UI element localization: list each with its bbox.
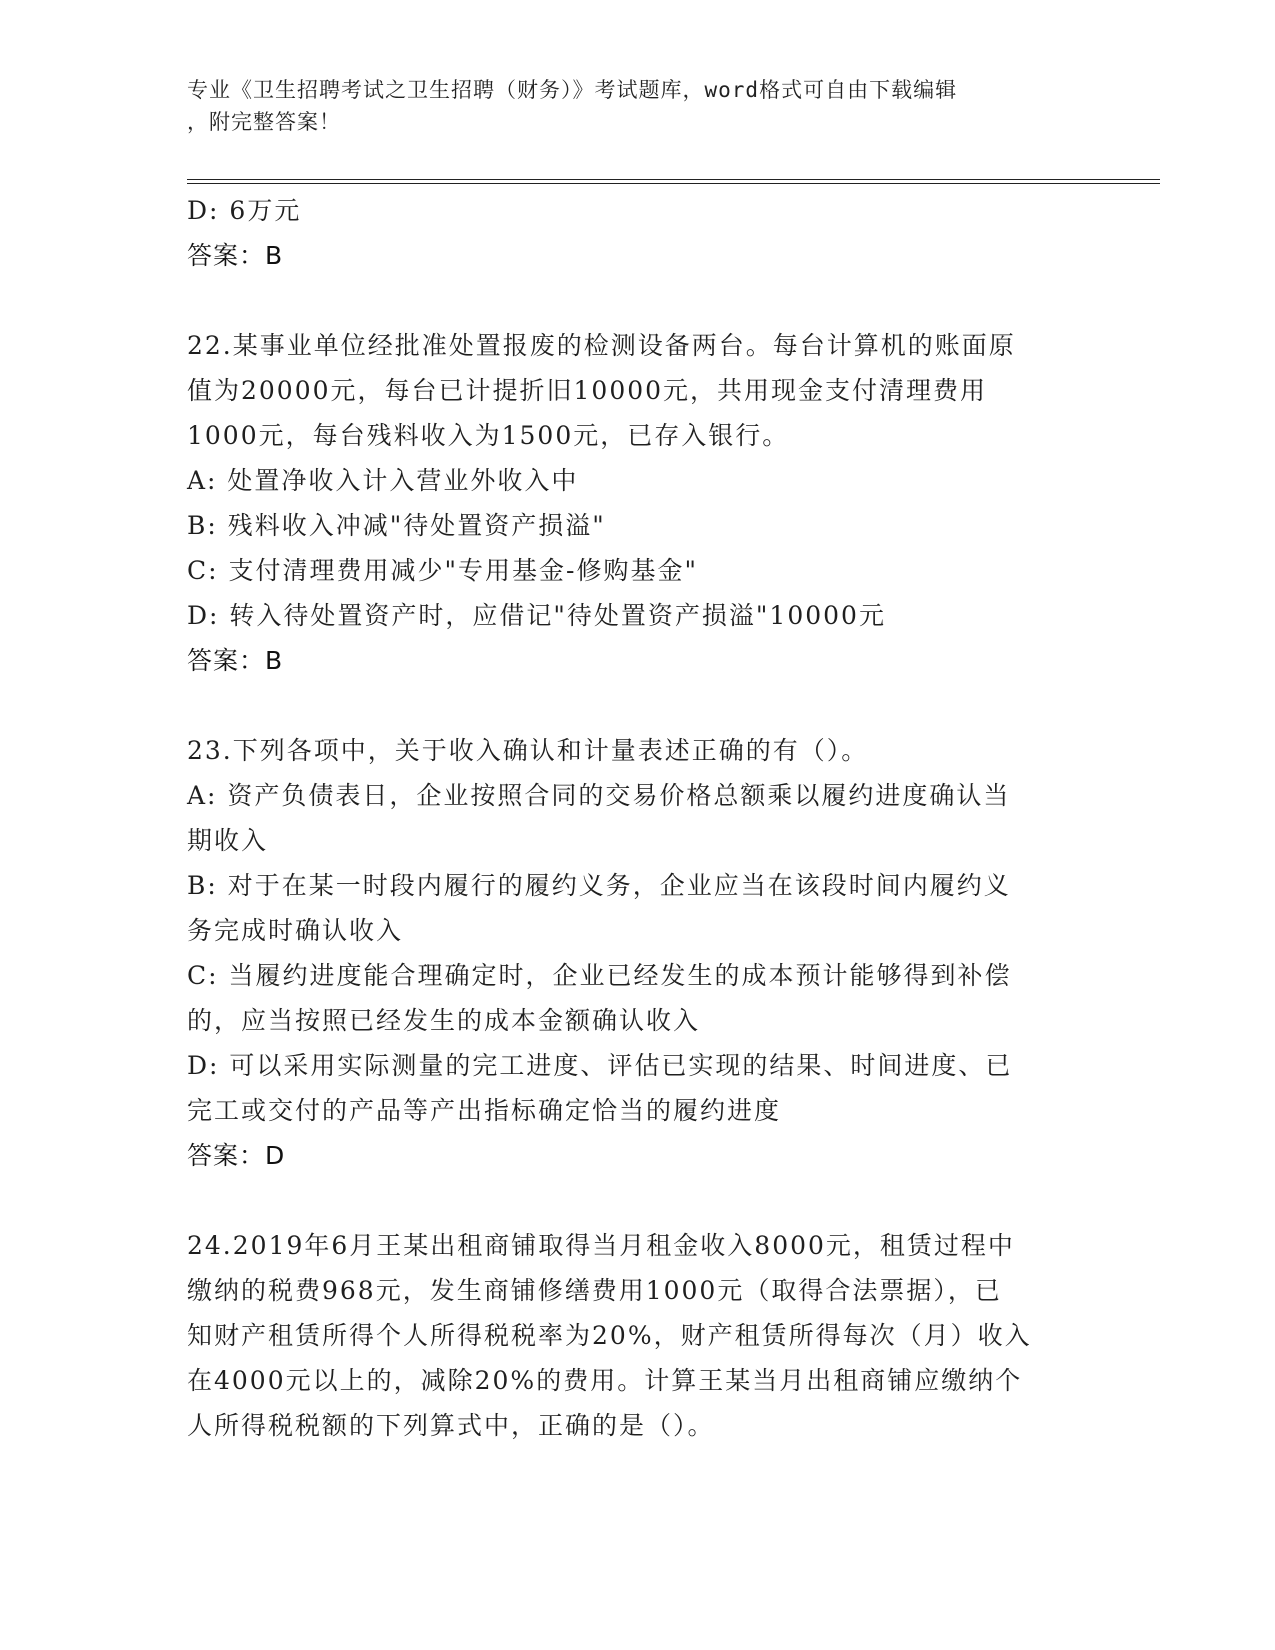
question-stem-line: 缴纳的税费968元，发生商铺修缮费用1000元（取得合法票据），已 [187,1276,1002,1305]
option-d: D: 转入待处置资产时，应借记"待处置资产损溢"10000元 [187,601,886,630]
question-24 [187,1223,1087,1448]
header-line-2: ，附完整答案！ [187,110,341,134]
option-d: D: 6万元 [187,196,302,225]
option-c-continued: 的，应当按照已经发生的成本金额确认收入 [187,1006,701,1035]
option-d: D: 可以采用实际测量的完工进度、评估已实现的结果、时间进度、已 [187,1051,1013,1080]
question-stem-line: 值为20000元，每台已计提折旧10000元，共用现金支付清理费用 [187,376,988,405]
option-b: B: 残料收入冲减"待处置资产损溢" [187,511,606,540]
question-stem-line: 1000元，每台残料收入为1500元，已存入银行。 [187,421,790,450]
option-a-continued: 期收入 [187,826,269,855]
header-rule-top [187,179,1160,180]
answer-line: 答案：B [187,646,284,675]
question-stem-line: 24.2019年6月王某出租商铺取得当月租金收入8000元，租赁过程中 [187,1231,1015,1260]
option-c: C: 支付清理费用减少"专用基金-修购基金" [187,556,698,585]
answer-line: 答案：D [187,1141,286,1170]
header-line-1: 专业《卫生招聘考试之卫生招聘（财务）》考试题库，word格式可自由下载编辑 [187,78,958,102]
question-stem-line: 23.下列各项中，关于收入确认和计量表述正确的有（）。 [187,736,869,765]
option-a: A: 处置净收入计入营业外收入中 [187,466,579,495]
option-b-continued: 务完成时确认收入 [187,916,404,945]
document-body [187,188,1087,1448]
question-stem-line: 22.某事业单位经批准处置报废的检测设备两台。每台计算机的账面原 [187,331,1016,360]
question-stem-line: 知财产租赁所得个人所得税税率为20%，财产租赁所得每次（月）收入 [187,1321,1032,1350]
question-22 [187,323,1087,683]
spacer [187,683,1087,728]
prev-question-tail [187,188,1087,278]
option-d-continued: 完工或交付的产品等产出指标确定恰当的履约进度 [187,1096,782,1125]
question-23 [187,728,1087,1178]
option-c: C: 当履约进度能合理确定时，企业已经发生的成本预计能够得到补偿 [187,961,1012,990]
question-stem-line: 人所得税税额的下列算式中，正确的是（）。 [187,1411,715,1440]
header-rule-bottom [187,183,1160,184]
question-stem-line: 在4000元以上的，减除20%的费用。计算王某当月出租商铺应缴纳个 [187,1366,1023,1395]
option-a: A: 资产负债表日，企业按照合同的交易价格总额乘以履约进度确认当 [187,781,1011,810]
answer-line: 答案：B [187,241,284,270]
spacer [187,278,1087,323]
spacer [187,1178,1087,1223]
option-b: B: 对于在某一时段内履行的履约义务，企业应当在该段时间内履约义 [187,871,1011,900]
page-header [187,74,1087,138]
